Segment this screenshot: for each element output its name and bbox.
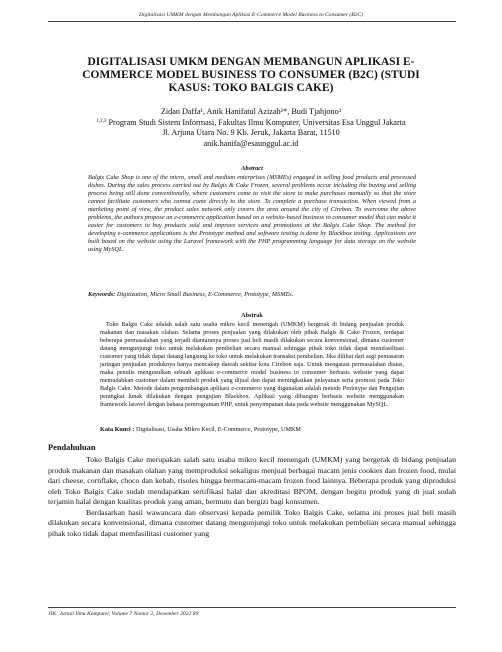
- affiliation-text: Program Studi Sistem Informasi, Fakultas Ilmu Komputer, Universitas Esa Unggul Jakarta: [106, 117, 406, 127]
- abstrak-text: Toko Balgis Cake adalah salah satu usaha mikro kecil menengah (UMKM) bergerak di bidang penjualan produk makanan dan masakan olahan. Selama proses penjualan yang dilakukan oleh pihak Balgis & Cake Frozen, terdapat beberapa permasalahan yang terjadi diantaranya proses jual beli masih dilakukan secara konvensional, dimana customer datang mengunjungi toko untuk melakukan pembelian secara manual sehingga pihak toko tidak dapat memfasilitasi customer yang tidak dapat datang langsung ke toko untuk melakukan transaksi pembelian. Jika dilihat dari segi pemasaran jaringan penjualan produknya hanya mencakup daerah sekitar kota Cirebon saja. Untuk mengatasi permasalahan diatas, maka penulis mengusulkan sebuah aplikasi e-commerce model business to consumer berbasis website yang dapat memudahkan customer dalam membeli produk yang dijual dan dapat meningkatkan pelayanan serta promosi pada Toko Balgis Cake. Metode dalam pengembangan aplikasi e-commerce yang digunakan adalah metode Prototype dan Pengujian perangkat lunak dilakukan dengan pengujian Blackbox. Aplikasi yang dibangun berbasis website menggunakan framework laravel dengan bahasa pemrograman PHP, untuk penyimpanan data pada website menggunakan MySQL.: [100, 321, 404, 408]
- paper-title: DIGITALISASI UMKM DENGAN MEMBANGUN APLIKASI E-COMMERCE MODEL BUSINESS TO CONSUMER (B2C) (STUDI KASUS: TOKO BALGIS CAKE): [82, 56, 420, 94]
- kata-kunci-label: Kata Kunci :: [100, 426, 135, 433]
- section-title-pendahuluan: Pendahuluan: [48, 443, 96, 452]
- footer-rule: [48, 607, 456, 608]
- author-address: Jl. Arjuna Utara No. 9 Kb. Jeruk, Jakarta Barat, 11510: [162, 128, 340, 138]
- author-names: Zidan Daffa¹, Anik Hanifatul Azizah²*, Budi Tjahjono³: [160, 107, 342, 116]
- keywords-label: Keywords:: [88, 291, 116, 298]
- section-body: [48, 455, 456, 539]
- affiliation-line: [40, 118, 462, 129]
- abstract-english: [88, 165, 416, 254]
- abstract-indonesian: [100, 312, 404, 409]
- abstract-heading: Abstract: [241, 165, 263, 172]
- keywords-indonesian: [100, 426, 404, 433]
- keywords-text: Digitization, Micro Small Business, E-Commerce, Prototype, MSMEs.: [115, 291, 294, 298]
- running-head: Digitalisasi UMKM dengan Membangun Aplikasi E-Commerce Model Business to Consumer (B2C): [138, 12, 364, 18]
- kata-kunci-text: Digitalisasi, Usaha Mikro Kecil, E-Commerce, Prototype, UMKM: [134, 426, 301, 433]
- author-email: anik.hanifa@esaunggul.ac.id: [203, 138, 299, 148]
- author-block: [40, 107, 462, 149]
- keywords-english: [88, 291, 416, 298]
- abstrak-heading: Abstrak: [241, 312, 263, 319]
- affiliation-superscript: 1,2,3: [96, 118, 107, 124]
- header-rule: [48, 21, 456, 22]
- journal-footer: JIK: Jurnal Ilmu Komputer, Volume 7 Nomor 2, Desember 2022 89: [48, 611, 199, 617]
- body-paragraph-1: Toko Balgis Cake merupakan salah satu usaha mikro kecil menengah (UMKM) yang bergerak di bidang penjualan produk makanan dan masakan olahan yang memproduksi sekaligus menjual berbagai macam jenis cookies dan frozen food, mulai dari cheese, cornflake, choco dan kebab, risoles hingga bermacam-macam frozen food lainnya. Beberapa produk yang diproduksi oleh Toko Balgis Cake sudah mendapatkan sertifikasi halal dan akreditasi BPOM, dengan begitu produk yang di jual sudah terjamin halal dengan kualitas produk yang aman, bermutu dan bergizi bagi konsumen.: [48, 455, 456, 506]
- abstract-text: Balgis Cake Shop is one of the micro, small and medium enterprises (MSMEs) engaged in selling food products and processed dishes. During the sales process carried out by Balgis & Cake Frozen, several problems occur including the buying and selling process being still done conventionally, where customers come to visit the store to make purchases manually so that the store cannot facilitate customers who cannot come directly to the store. To complete a purchase transaction. When viewed from a marketing point of view, the product sales network only covers the area around the city of Cirebon. To overcome the above problems, the authors propose an e-commerce application based on a website-based business to consumer model that can make it easier for customers to buy products sold and improve services and promotions at the Balgis Cake Shop. The method for developing e-commerce applications is the Prototype method and software testing is done by Blackbox testing. Applications are built based on the website using the Laravel framework with the PHP programming language for data storage on the website using MySQL.: [88, 174, 416, 253]
- body-paragraph-2: Berdasarkan hasil wawancara dan observasi kepada pemilik Toko Balgis Cake, selama ini proses jual beli masih dilakukan secara konvensional, dimana customer datang mengunjungi toko untuk melakukan pembelian secara manual sehingga pihak toko tidak dapat memfasilitasi customer yang: [48, 507, 456, 538]
